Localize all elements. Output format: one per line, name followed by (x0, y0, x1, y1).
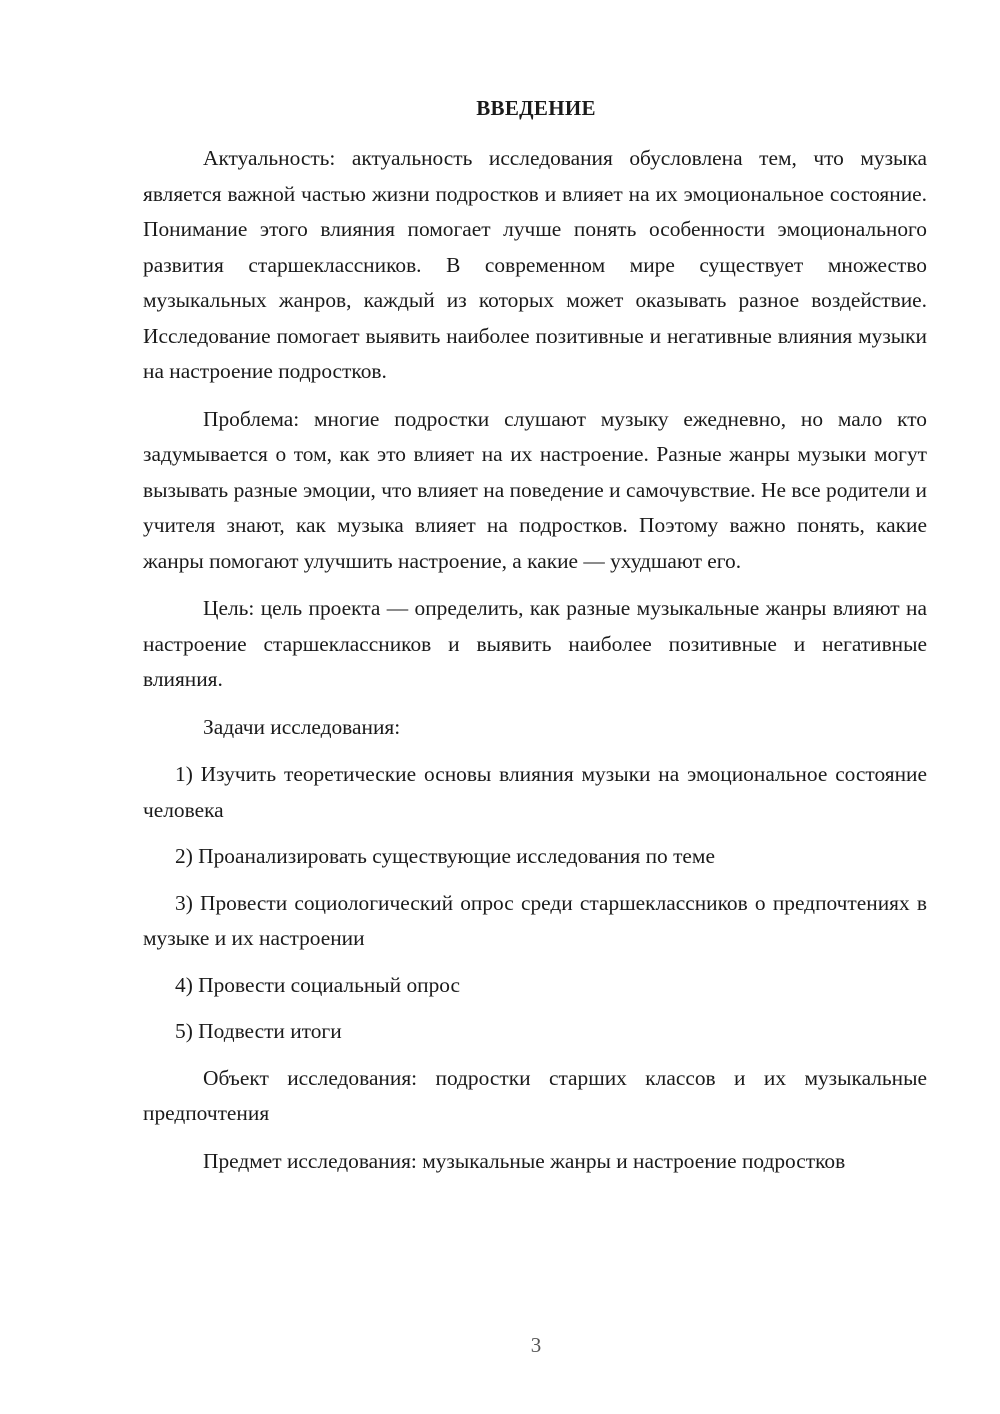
paragraph-relevance: Актуальность: актуальность исследования обусловлена тем, что музыка является важной частью жизни подростков и влияет на их эмоциональное состояние. Понимание этого влияния помогает лучше понять особенности эмоционального развития старшеклассников. В современном мире существует множество музыкальных жанров, каждый из которых может оказывать разное воздействие. Исследование помогает выявить наиболее позитивные и негативные влияния музыки на настроение подростков. (143, 146, 927, 383)
page-title: ВВЕДЕНИЕ (476, 96, 596, 120)
task-item-3: 3) Провести социологический опрос среди старшеклассников о предпочтениях в музыке и их настроении (143, 890, 927, 950)
paragraph-subject: Предмет исследования: музыкальные жанры и настроение подростков (203, 1148, 846, 1173)
paragraph-goal: Цель: цель проекта — определить, как разные музыкальные жанры влияют на настроение старшеклассников и выявить наиболее позитивные и негативные влияния. (143, 596, 927, 691)
task-item-1: 1) Изучить теоретические основы влияния музыки на эмоциональное состояние человека (143, 762, 927, 822)
page-number: 3 (530, 1333, 542, 1357)
tasks-heading: Задачи исследования: (203, 714, 401, 739)
paragraph-problem: Проблема: многие подростки слушают музыку ежедневно, но мало кто задумывается о том, как это влияет на их настроение. Разные жанры музыки могут вызывать разные эмоции, что влияет на поведение и самочувствие. Не все родители и учителя знают, как музыка влияет на подростков. Поэтому важно понять, какие жанры помогают улучшить настроение, а какие — ухудшают его. (143, 406, 927, 573)
paragraph-object: Объект исследования: подростки старших классов и их музыкальные предпочтения (143, 1065, 927, 1125)
task-item-5: 5) Подвести итоги (175, 1019, 342, 1043)
task-item-4: 4) Провести социальный опрос (175, 972, 461, 997)
task-item-2: 2) Проанализировать существующие исследования по теме (175, 844, 715, 868)
document-body (143, 141, 927, 1179)
